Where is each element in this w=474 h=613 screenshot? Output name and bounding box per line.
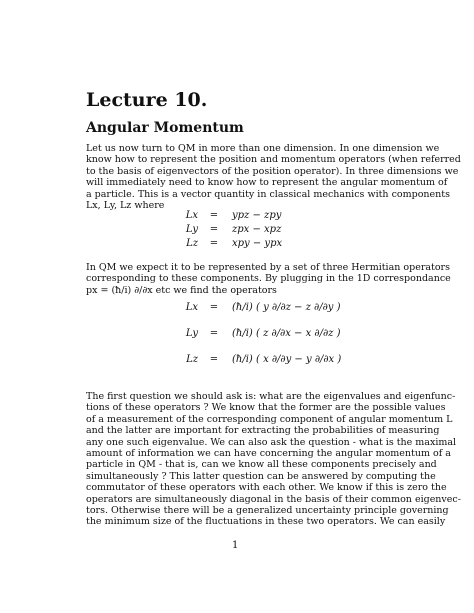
text-line: tions of these operators ? We know that the former are the possible values bbox=[86, 402, 446, 414]
text-line: corresponding to these components. By plugging in the 1D correspondance bbox=[86, 273, 451, 285]
equation-rhs: zpx − xpz bbox=[232, 224, 282, 235]
lecture-title: Lecture 10. bbox=[86, 89, 208, 111]
text-line: the minimum size of the fluctuations in these two operators. We can easily bbox=[86, 516, 446, 528]
text-line: amount of information we can have concerning the angular momentum of a bbox=[86, 448, 451, 460]
text-line: tors. Otherwise there will be a generalized uncertainty principle governing bbox=[86, 505, 449, 517]
equation-lhs: Lx bbox=[185, 302, 198, 313]
equation-lhs: Lz bbox=[186, 354, 198, 365]
text-line: Lx, Ly, Lz where bbox=[86, 200, 165, 212]
paragraph-operators bbox=[86, 262, 451, 296]
equals-sign: = bbox=[209, 210, 219, 221]
text-line: operators are simultaneously diagonal in the basis of their common eigenvec- bbox=[86, 493, 461, 505]
text-line: Let us now turn to QM in more than one dimension. In one dimension we bbox=[86, 143, 440, 154]
classical-angular-momentum-equations bbox=[170, 210, 370, 255]
paragraph-intro bbox=[86, 143, 461, 212]
section-title: Angular Momentum bbox=[86, 120, 244, 136]
text-line: know how to represent the position and momentum operators (when referred bbox=[86, 154, 461, 166]
equals-sign: = bbox=[209, 354, 219, 365]
equation-rhs: (ħ/i) ( z ∂/∂x − x ∂/∂z ) bbox=[232, 328, 341, 339]
text-line: and the latter are important for extracting the probabilities of measuring bbox=[86, 425, 440, 437]
equation-rhs: (ħ/i) ( y ∂/∂z − z ∂/∂y ) bbox=[232, 302, 341, 313]
paragraph-eigenvalues bbox=[86, 391, 461, 528]
text-line: px = (ħ/i) ∂/∂x etc we find the operators bbox=[86, 284, 277, 296]
equals-sign: = bbox=[209, 328, 219, 339]
equation-rhs: (ħ/i) ( x ∂/∂y − y ∂/∂x ) bbox=[232, 354, 342, 365]
equals-sign: = bbox=[209, 224, 219, 235]
equation-lhs: Ly bbox=[185, 328, 198, 339]
text-line: of a measurement of the corresponding component of angular momentum L bbox=[86, 413, 453, 425]
equation-rhs: ypz − zpy bbox=[232, 210, 282, 221]
page-number: 1 bbox=[232, 540, 239, 551]
text-line: In QM we expect it to be represented by a set of three Hermitian operators bbox=[86, 262, 450, 273]
text-line: will immediately need to know how to represent the angular momentum of bbox=[86, 177, 448, 189]
equation-lhs: Ly bbox=[185, 224, 198, 235]
text-line: to the basis of eigenvectors of the position operator). In three dimensions we bbox=[86, 165, 459, 177]
text-line: commutator of these operators with each other. We know if this is zero the bbox=[86, 482, 447, 494]
equation-rhs: xpy − ypx bbox=[232, 238, 283, 249]
text-line: any one such eigenvalue. We can also ask the question - what is the maximal bbox=[86, 436, 457, 448]
text-line: The first question we should ask is: what are the eigenvalues and eigenfunc- bbox=[86, 391, 456, 402]
text-line: particle in QM - that is, can we know all these components precisely and bbox=[86, 459, 437, 471]
equation-lhs: Lz bbox=[186, 238, 198, 249]
text-line: simultaneously ? This latter question can be answered by computing the bbox=[86, 470, 436, 482]
equals-sign: = bbox=[209, 302, 219, 313]
quantum-operator-equations bbox=[170, 302, 370, 382]
equals-sign: = bbox=[209, 238, 219, 249]
equation-lhs: Lx bbox=[185, 210, 198, 221]
text-line: a particle. This is a vector quantity in classical mechanics with components bbox=[86, 188, 450, 200]
